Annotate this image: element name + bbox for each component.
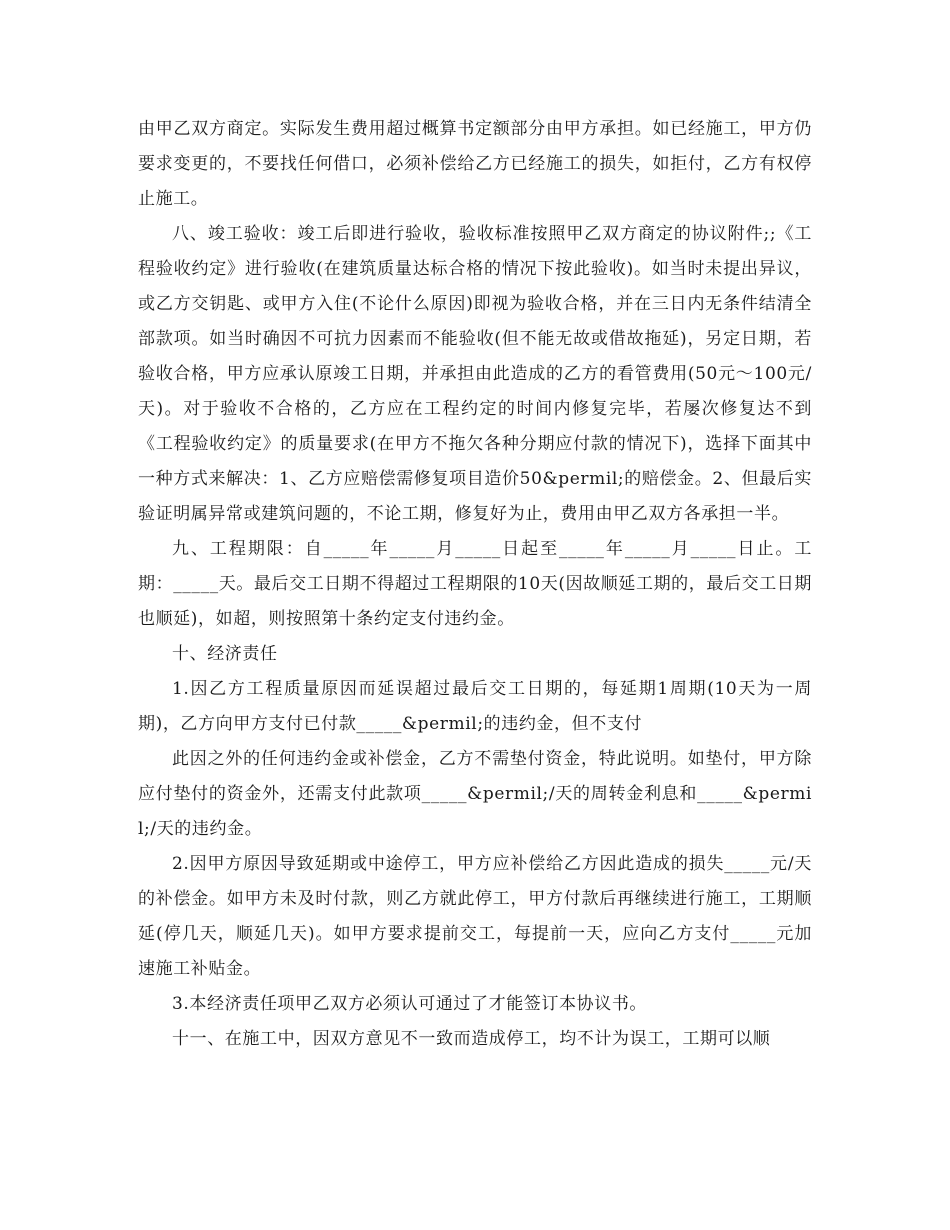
paragraph-section-10-item-1-cont: 此因之外的任何违约金或补偿金，乙方不需垫付资金，特此说明。如垫付，甲方除应付垫付的资金外，还需支付此款项_____&permil;/天的周转金利息和_____&permil;/天的违约金。 xyxy=(138,749,812,839)
paragraph-section-10-item-3: 3.本经济责任项甲乙双方必须认可通过了才能签订本协议书。 xyxy=(172,994,648,1014)
paragraph-section-10-item-2: 2.因甲方原因导致延期或中途停工，甲方应补偿给乙方因此造成的损失_____元/天的补偿金。如甲方未及时付款，则乙方就此停工，甲方付款后再继续进行施工，工期顺延(停几天，顺延几天)。如甲方要求提前交工，每提前一天，应向乙方支付_____元加速施工补贴金。 xyxy=(138,854,812,979)
paragraph-section-10-item-1: 1.因乙方工程质量原因而延误超过最后交工日期的，每延期1周期(10天为一周期)，乙方向甲方支付已付款_____&permil;的违约金，但不支付 xyxy=(138,679,812,734)
paragraph-section-11: 十一、在施工中，因双方意见不一致而造成停工，均不计为误工，工期可以顺 xyxy=(172,1029,771,1049)
paragraph-continuation: 由甲乙双方商定。实际发生费用超过概算书定额部分由甲方承担。如已经施工，甲方仍要求变更的，不要找任何借口，必须补偿给乙方已经施工的损失，如拒付，乙方有权停止施工。 xyxy=(138,119,812,209)
paragraph-section-9-period: 九、工程期限：自_____年_____月_____日起至_____年_____月_____日止。工期：_____天。最后交工日期不得超过工程期限的10天(因故顺延工期的，最后交工日期也顺延)，如超，则按照第十条约定支付违约金。 xyxy=(138,539,812,629)
paragraph-section-10-heading: 十、经济责任 xyxy=(172,644,278,664)
document-body xyxy=(138,112,812,1057)
paragraph-section-8-acceptance: 八、竣工验收：竣工后即进行验收，验收标准按照甲乙双方商定的协议附件;;《工程验收约定》进行验收(在建筑质量达标合格的情况下按此验收)。如当时未提出异议，或乙方交钥匙、或甲方入住(不论什么原因)即视为验收合格，并在三日内无条件结清全部款项。如当时确因不可抗力因素而不能验收(但不能无故或借故拖延)，另定日期，若验收合格，甲方应承认原竣工日期，并承担由此造成的乙方的看管费用(50元～100元/天)。对于验收不合格的，乙方应在工程约定的时间内修复完毕，若屡次修复达不到《工程验收约定》的质量要求(在甲方不拖欠各种分期应付款的情况下)，选择下面其中一种方式来解决：1、乙方应赔偿需修复项目造价50&permil;的赔偿金。2、但最后实验证明属异常或建筑问题的，不论工期，修复好为止，费用由甲乙双方各承担一半。 xyxy=(138,224,812,524)
